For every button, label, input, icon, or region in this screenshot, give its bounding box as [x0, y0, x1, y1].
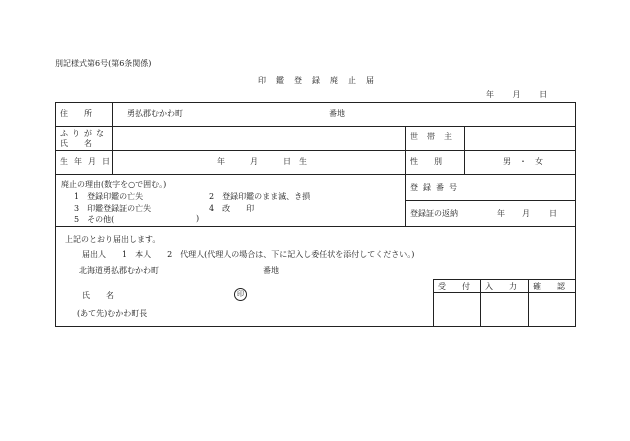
- office-received-label: 受 付: [438, 282, 470, 291]
- office-confirmed-label: 確 認: [533, 282, 565, 291]
- reason-item: 1 登録印鑑の亡失: [74, 192, 144, 201]
- birth-month-label: 月: [250, 157, 258, 166]
- office-entered-label: 入 力: [485, 282, 517, 291]
- reason-item: 2 登録印鑑のまま滅、き損: [209, 192, 311, 201]
- name-label: 氏 名: [60, 139, 92, 148]
- applicant-name-label: 氏 名: [82, 291, 114, 300]
- birthdate-label: 生年月日: [60, 157, 116, 166]
- furigana-label: ふりがな: [60, 129, 108, 138]
- reg-number-label: 登録番号: [410, 183, 462, 192]
- applicant-lot-label: 番地: [263, 266, 279, 275]
- address-lot-label: 番地: [329, 109, 345, 118]
- birth-day-label: 日生: [283, 157, 315, 166]
- form-title: 印 鑑 登 録 廃 止 届: [258, 76, 375, 85]
- return-month-label: 月: [522, 209, 530, 218]
- household-head-label: 世帯主: [410, 132, 461, 141]
- birth-year-label: 年: [217, 157, 225, 166]
- gender-options: 男 ・ 女: [503, 157, 543, 166]
- applicant-line: 届出人 1 本人 2 代理人(代理人の場合は、下に記入し委任状を添付してください。): [82, 250, 415, 259]
- date-year-label: 年: [486, 90, 494, 99]
- date-day-label: 日: [539, 90, 548, 99]
- reason-item: 4 改 印: [209, 204, 255, 213]
- return-day-label: 日: [549, 209, 557, 218]
- recipient: (あて先)むかわ町長: [77, 309, 148, 318]
- reasons-heading: 廃止の理由(数字を○で囲む。): [61, 180, 167, 189]
- date-header: [486, 89, 547, 100]
- date-month-label: 月: [512, 90, 521, 99]
- address-label: 住 所: [60, 109, 92, 118]
- applicant-address: 北海道勇払郡むかわ町: [79, 266, 159, 275]
- reason-item: 3 印鑑登録証の亡失: [74, 204, 152, 213]
- return-year-label: 年: [497, 209, 505, 218]
- form-reference: 別記様式第6号(第6条関係): [55, 59, 152, 68]
- seal-mark: 印: [234, 288, 247, 301]
- declaration-statement: 上記のとおり届出します。: [65, 235, 161, 244]
- gender-label: 性 別: [410, 157, 442, 166]
- reg-return-label: 登録証の返納: [410, 209, 458, 218]
- address-town: 勇払郡むかわ町: [127, 109, 183, 118]
- reason-item: 5 その他(: [74, 215, 115, 224]
- reason-item-close: ): [196, 214, 200, 223]
